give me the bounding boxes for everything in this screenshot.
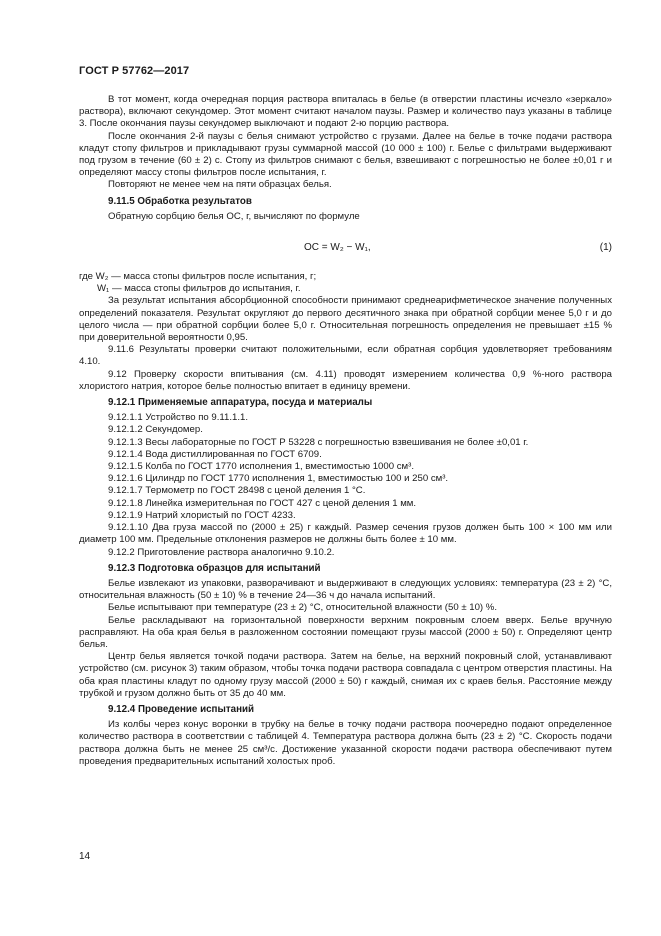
list-item: 9.12.1.3 Весы лабораторные по ГОСТ Р 53228 с погрешностью взвешивания не более ±0,01 г.: [108, 436, 529, 448]
formula: ОС = W₂ − W₁,: [304, 242, 371, 254]
section-heading-9-12-4: 9.12.4 Проведение испытаний: [108, 703, 255, 715]
paragraph: Из колбы через конус воронки в трубку на белье в точку подачи раствора поочередно подают определенное количество раствора в соответствии с таблицей 4. Температура раствора должна быть (23 ± 2) °С. Скорость подачи раствора должна быть не менее 25 см³/с. Достижение указанной скорости подачи раствора обеспечивают путем проведения предварительных испытаний холостых проб.: [79, 719, 612, 767]
list-item: 9.12.1.9 Натрий хлористый по ГОСТ 4233.: [108, 509, 296, 521]
paragraph: В тот момент, когда очередная порция раствора впиталась в белье (в отверстии пластины исчезло «зеркало» раствора), включают секундомер. Этот момент считают началом паузы. Размер и количество пауз указаны в таблице 3. После окончания паузы секундомер выключают и подают 2-ю порцию раствора.: [79, 94, 612, 130]
paragraph: За результат испытания абсорбционной способности принимают среднеарифметическое значение полученных определений показателя. Результат округляют до первого десятичного знака при обратной сорбции менее 5,0 г и до целого числа — при обратной сорбции более 5,0 г. Относительная погрешность определения не превышает ±15 % при доверительной вероятности 0,95.: [79, 295, 612, 344]
formula-number: (1): [599, 242, 612, 254]
equipment-list: [79, 412, 612, 546]
paragraph: Белье испытывают при температуре (23 ± 2) °С, относительной влажности (50 ± 10) %.: [108, 602, 497, 614]
formula-legend: [79, 271, 612, 295]
legend-line: W₁ — масса стопы фильтров до испытания, г.: [97, 283, 301, 295]
list-item: 9.12.1.4 Вода дистиллированная по ГОСТ 6709.: [108, 448, 322, 460]
paragraph: 9.11.6 Результаты проверки считают положительными, если обратная сорбция удовлетворяет требованиям 4.10.: [79, 344, 612, 368]
paragraph: Белье извлекают из упаковки, разворачивают и выдерживают в следующих условиях: температура (23 ± 2) °С, относительная влажность (50 ± 10) % в течение 24—36 ч до начала испытаний.: [79, 577, 612, 602]
page-number: 14: [79, 851, 91, 862]
paragraph: 9.12.2 Приготовление раствора аналогично 9.10.2.: [108, 546, 335, 558]
paragraph: После окончания 2-й паузы с белья снимают устройство с грузами. Далее на белье в точке подачи раствора кладут стопу фильтров и прикладывают грузы суммарной массой (10 000 ± 100) г. Белье с фильтрами выдерживают под грузом в течение (60 ± 2) с. Стопу из фильтров снимают с белья, взвешивают с погрешностью не более ±0,01 г и определяют массу стопы фильтров после испытания, г.: [79, 130, 612, 179]
list-item: 9.12.1.7 Термометр по ГОСТ 28498 с ценой деления 1 °С.: [108, 485, 366, 497]
paragraph: Обратную сорбцию белья ОС, г, вычисляют по формуле: [108, 210, 360, 222]
section-heading-9-11-5: 9.11.5 Обработка результатов: [108, 195, 252, 207]
list-item: 9.12.1.2 Секундомер.: [108, 424, 203, 436]
list-item: 9.12.1.5 Колба по ГОСТ 1770 исполнения 1, вместимостью 1000 см³.: [108, 461, 414, 473]
legend-line: где W₂ — масса стопы фильтров после испытания, г;: [79, 271, 317, 283]
document-body: [79, 94, 612, 768]
formula-block: [79, 231, 612, 265]
paragraph: Белье раскладывают на горизонтальной поверхности верхним покровным слоем вверх. Белье вручную расправляют. На оба края белья в разложенном состоянии помещают грузы массой (2000 ± 50) г. Определяют центр белья.: [79, 614, 612, 650]
section-heading-9-12-3: 9.12.3 Подготовка образцов для испытаний: [108, 562, 321, 574]
list-item: 9.12.1.1 Устройство по 9.11.1.1.: [108, 412, 249, 424]
paragraph: Центр белья является точкой подачи раствора. Затем на белье, на верхний покровный слой, устанавливают устройство (см. рисунок 3) таким образом, чтобы точка подачи раствора совпадала с центром отверстия пластины. На оба края пластины кладут по одному грузу массой (2000 ± 50) г каждый, снимая их с краев белья. Расстояние между трубкой и грузом должно быть от 35 до 40 мм.: [79, 651, 612, 699]
paragraph: 9.12 Проверку скорости впитывания (см. 4.11) проводят измерением количества 0,9 %-ного раствора хлористого натрия, которое белье полностью впитает в единицу времени.: [79, 368, 612, 392]
document-header: ГОСТ Р 57762—2017: [79, 65, 190, 77]
list-item: 9.12.1.10 Два груза массой по (2000 ± 25) г каждый. Размер сечения грузов должен быть 100 × 100 мм или диаметр 100 мм. Предельные отклонения размеров не должны быть более ± 10 мм.: [79, 522, 612, 546]
list-item: 9.12.1.8 Линейка измерительная по ГОСТ 427 с ценой деления 1 мм.: [108, 497, 417, 509]
section-heading-9-12-1: 9.12.1 Применяемые аппаратура, посуда и материалы: [108, 397, 373, 409]
list-item: 9.12.1.6 Цилиндр по ГОСТ 1770 исполнения 1, вместимостью 100 и 250 см³.: [108, 473, 449, 485]
paragraph: Повторяют не менее чем на пяти образцах белья.: [108, 179, 332, 191]
